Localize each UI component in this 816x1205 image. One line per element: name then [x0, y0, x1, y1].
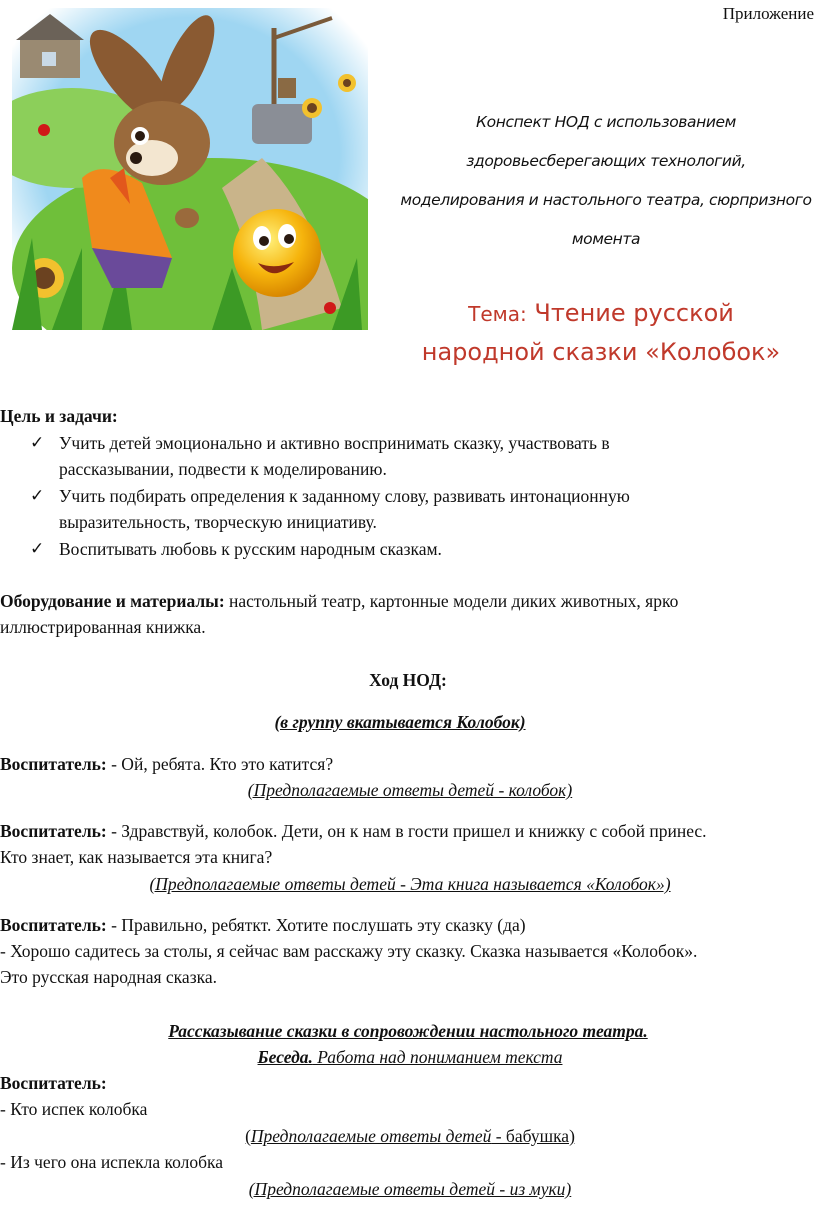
plan-subtitle-line-2: здоровьесберегающих технологий,: [466, 152, 746, 170]
course-heading: Ход НОД:: [369, 670, 447, 690]
stage-note: (в группу вкатывается Колобок): [274, 712, 526, 732]
speaker-label: Воспитатель:: [0, 915, 107, 935]
dialogue-1: [0, 754, 333, 775]
speaker-label: Воспитатель:: [0, 821, 107, 841]
goal-item-2-line-1: Учить подбирать определения к заданному слову, развивать интонационную: [59, 486, 630, 506]
question-1: - Кто испек колобка: [0, 1099, 148, 1119]
plan-subtitle-line-1: Конспект НОД с использованием: [476, 113, 736, 131]
plan-subtitle-line-3: моделирования и настольного театра, сюрпризного: [400, 191, 812, 209]
answer-2: (Предполагаемые ответы детей - Эта книга называется «Колобок»): [149, 874, 671, 894]
answer-3: [2, 1126, 816, 1147]
equipment-text-1: настольный театр, картонные модели диких животных, ярко: [224, 591, 679, 611]
equipment-line-2: иллюстрированная книжка.: [0, 617, 206, 637]
goal-item-1-line-1: Учить детей эмоционально и активно воспринимать сказку, участвовать в: [59, 433, 610, 453]
answer-3-open: (: [245, 1126, 251, 1146]
answer-3-rest: - бабушка): [491, 1126, 575, 1146]
equipment-line-1: [0, 591, 678, 612]
check-icon: ✓: [30, 539, 45, 558]
section-subtitle: [2, 1047, 816, 1068]
topic-text-1: Чтение русской: [534, 299, 734, 327]
speaker-heading: Воспитатель:: [0, 1073, 107, 1093]
topic-line-2: народной сказки «Колобок»: [421, 338, 781, 366]
goals-heading: Цель и задачи:: [0, 406, 118, 426]
fairy-tale-illustration: [12, 8, 368, 330]
kolobok-illustration: [233, 209, 321, 297]
check-icon: ✓: [30, 433, 45, 452]
dialogue-3: [0, 915, 526, 936]
goal-item-3-line-1: Воспитывать любовь к русским народным сказкам.: [59, 539, 442, 559]
dialogue-3-text: - Правильно, ребяткт. Хотите послушать эту сказку (да): [106, 915, 526, 935]
check-icon: ✓: [30, 486, 45, 505]
section-title: Рассказывание сказки в сопровождении настольного театра.: [168, 1021, 648, 1041]
answer-4: (Предполагаемые ответы детей - из муки): [248, 1179, 572, 1199]
dialogue-3-line-3: Это русская народная сказка.: [0, 967, 217, 987]
dialogue-2: [0, 821, 707, 842]
section-sub-rest: Работа над пониманием текста: [312, 1047, 563, 1067]
topic-line-1: [386, 294, 816, 333]
dialogue-1-text: - Ой, ребята. Кто это катится?: [106, 754, 334, 774]
dialogue-2-text: - Здравствуй, колобок. Дети, он к нам в гости пришел и книжку с собой принес.: [106, 821, 707, 841]
appendix-label: Приложение: [722, 4, 814, 23]
answer-3-italic: Предполагаемые ответы детей: [250, 1126, 492, 1146]
speaker-label: Воспитатель:: [0, 754, 107, 774]
dialogue-3-line-2: - Хорошо садитесь за столы, я сейчас вам расскажу эту сказку. Сказка называется «Колобок».: [0, 941, 698, 961]
answer-1: (Предполагаемые ответы детей - колобок): [247, 780, 573, 800]
equipment-heading: Оборудование и материалы:: [0, 591, 225, 611]
section-sub-bold: Беседа.: [257, 1047, 313, 1067]
dialogue-2-line-2: Кто знает, как называется эта книга?: [0, 847, 273, 867]
plan-subtitle-line-4: момента: [571, 230, 641, 248]
topic-label: Тема:: [468, 302, 527, 326]
goal-item-1-line-2: рассказывании, подвести к моделированию.: [59, 459, 387, 479]
goal-item-2-line-2: выразительность, творческую инициативу.: [59, 512, 377, 532]
question-2: - Из чего она испекла колобка: [0, 1152, 223, 1172]
